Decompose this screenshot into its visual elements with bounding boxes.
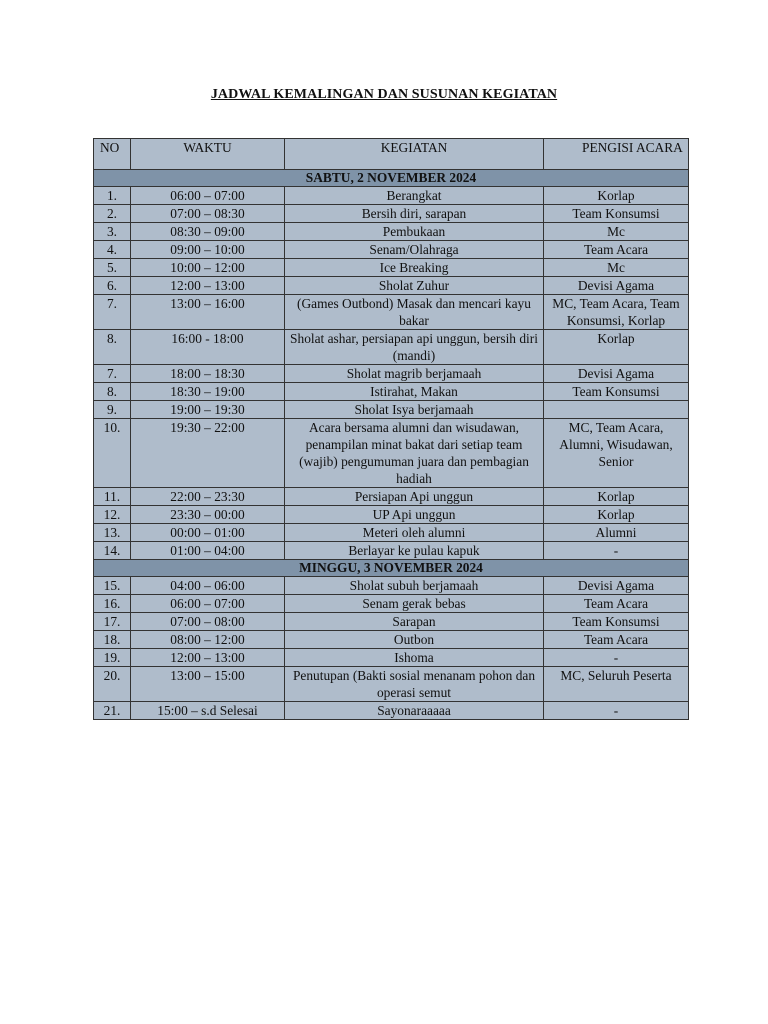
cell-pengisi-acara: Korlap — [544, 488, 689, 506]
table-row — [94, 330, 689, 365]
cell-kegiatan: Ice Breaking — [285, 259, 544, 277]
cell-kegiatan: Meteri oleh alumni — [285, 524, 544, 542]
header-no: NO — [94, 139, 131, 170]
cell-no: 3. — [94, 223, 131, 241]
cell-no: 13. — [94, 524, 131, 542]
cell-pengisi-acara: Korlap — [544, 330, 689, 365]
cell-no: 1. — [94, 187, 131, 205]
cell-waktu: 10:00 – 12:00 — [131, 259, 285, 277]
section-heading: SABTU, 2 NOVEMBER 2024 — [94, 170, 689, 187]
header-waktu: WAKTU — [131, 139, 285, 170]
cell-pengisi-acara: Team Acara — [544, 241, 689, 259]
cell-kegiatan: Sholat Zuhur — [285, 277, 544, 295]
cell-waktu: 16:00 - 18:00 — [131, 330, 285, 365]
table-row — [94, 613, 689, 631]
cell-no: 5. — [94, 259, 131, 277]
cell-pengisi-acara: Korlap — [544, 506, 689, 524]
cell-kegiatan: Senam gerak bebas — [285, 595, 544, 613]
cell-no: 2. — [94, 205, 131, 223]
cell-no: 7. — [94, 365, 131, 383]
cell-waktu: 06:00 – 07:00 — [131, 595, 285, 613]
cell-no: 10. — [94, 419, 131, 488]
cell-pengisi-acara: Devisi Agama — [544, 365, 689, 383]
cell-waktu: 12:00 – 13:00 — [131, 277, 285, 295]
cell-pengisi-acara: Devisi Agama — [544, 577, 689, 595]
section-heading: MINGGU, 3 NOVEMBER 2024 — [94, 560, 689, 577]
cell-pengisi-acara: Alumni — [544, 524, 689, 542]
cell-waktu: 12:00 – 13:00 — [131, 649, 285, 667]
cell-kegiatan: Berangkat — [285, 187, 544, 205]
schedule-body — [94, 170, 689, 720]
cell-pengisi-acara: Team Konsumsi — [544, 205, 689, 223]
cell-kegiatan: Persiapan Api unggun — [285, 488, 544, 506]
cell-pengisi-acara: Devisi Agama — [544, 277, 689, 295]
cell-kegiatan: Bersih diri, sarapan — [285, 205, 544, 223]
cell-kegiatan: Pembukaan — [285, 223, 544, 241]
cell-no: 14. — [94, 542, 131, 560]
cell-waktu: 15:00 – s.d Selesai — [131, 702, 285, 720]
cell-kegiatan: UP Api unggun — [285, 506, 544, 524]
table-row — [94, 631, 689, 649]
table-row — [94, 542, 689, 560]
header-pengisi-acara: PENGISI ACARA — [544, 139, 689, 170]
cell-waktu: 04:00 – 06:00 — [131, 577, 285, 595]
cell-kegiatan: Acara bersama alumni dan wisudawan, penampilan minat bakat dari setiap team (wajib) pengumuman juara dan pembagian hadiah — [285, 419, 544, 488]
cell-kegiatan: Istirahat, Makan — [285, 383, 544, 401]
cell-pengisi-acara — [544, 401, 689, 419]
cell-no: 9. — [94, 401, 131, 419]
cell-pengisi-acara: MC, Team Acara, Alumni, Wisudawan, Senior — [544, 419, 689, 488]
table-row — [94, 383, 689, 401]
table-row — [94, 365, 689, 383]
table-row — [94, 277, 689, 295]
cell-waktu: 19:00 – 19:30 — [131, 401, 285, 419]
cell-waktu: 06:00 – 07:00 — [131, 187, 285, 205]
cell-no: 20. — [94, 667, 131, 702]
cell-waktu: 23:30 – 00:00 — [131, 506, 285, 524]
section-row — [94, 170, 689, 187]
cell-waktu: 08:00 – 12:00 — [131, 631, 285, 649]
cell-kegiatan: Sholat Isya berjamaah — [285, 401, 544, 419]
cell-waktu: 13:00 – 15:00 — [131, 667, 285, 702]
cell-waktu: 18:00 – 18:30 — [131, 365, 285, 383]
table-row — [94, 241, 689, 259]
table-row — [94, 649, 689, 667]
cell-pengisi-acara: Team Konsumsi — [544, 383, 689, 401]
cell-kegiatan: Berlayar ke pulau kapuk — [285, 542, 544, 560]
cell-waktu: 18:30 – 19:00 — [131, 383, 285, 401]
schedule-table — [93, 138, 689, 720]
cell-kegiatan: Outbon — [285, 631, 544, 649]
cell-no: 6. — [94, 277, 131, 295]
table-row — [94, 295, 689, 330]
table-row — [94, 187, 689, 205]
cell-waktu: 08:30 – 09:00 — [131, 223, 285, 241]
document-title: JADWAL KEMALINGAN DAN SUSUNAN KEGIATAN — [210, 87, 558, 102]
table-row — [94, 259, 689, 277]
cell-kegiatan: Sholat magrib berjamaah — [285, 365, 544, 383]
header-row — [94, 139, 689, 170]
cell-kegiatan: (Games Outbond) Masak dan mencari kayu bakar — [285, 295, 544, 330]
cell-waktu: 01:00 – 04:00 — [131, 542, 285, 560]
cell-waktu: 22:00 – 23:30 — [131, 488, 285, 506]
cell-waktu: 13:00 – 16:00 — [131, 295, 285, 330]
cell-pengisi-acara: Korlap — [544, 187, 689, 205]
cell-kegiatan: Sholat subuh berjamaah — [285, 577, 544, 595]
cell-pengisi-acara: MC, Team Acara, Team Konsumsi, Korlap — [544, 295, 689, 330]
cell-no: 7. — [94, 295, 131, 330]
cell-pengisi-acara: Mc — [544, 259, 689, 277]
cell-waktu: 00:00 – 01:00 — [131, 524, 285, 542]
cell-no: 19. — [94, 649, 131, 667]
cell-pengisi-acara: - — [544, 542, 689, 560]
cell-no: 4. — [94, 241, 131, 259]
cell-kegiatan: Senam/Olahraga — [285, 241, 544, 259]
cell-no: 8. — [94, 330, 131, 365]
section-row — [94, 560, 689, 577]
table-row — [94, 401, 689, 419]
cell-kegiatan: Ishoma — [285, 649, 544, 667]
cell-waktu: 07:00 – 08:30 — [131, 205, 285, 223]
table-row — [94, 506, 689, 524]
cell-kegiatan: Sholat ashar, persiapan api unggun, bersih diri (mandi) — [285, 330, 544, 365]
table-row — [94, 524, 689, 542]
table-row — [94, 488, 689, 506]
table-row — [94, 419, 689, 488]
cell-no: 15. — [94, 577, 131, 595]
cell-pengisi-acara: Mc — [544, 223, 689, 241]
cell-pengisi-acara: Team Acara — [544, 631, 689, 649]
cell-kegiatan: Penutupan (Bakti sosial menanam pohon dan operasi semut — [285, 667, 544, 702]
cell-pengisi-acara: - — [544, 702, 689, 720]
table-row — [94, 667, 689, 702]
cell-no: 17. — [94, 613, 131, 631]
cell-pengisi-acara: MC, Seluruh Peserta — [544, 667, 689, 702]
table-row — [94, 205, 689, 223]
cell-kegiatan: Sayonaraaaaa — [285, 702, 544, 720]
cell-no: 11. — [94, 488, 131, 506]
header-kegiatan: KEGIATAN — [285, 139, 544, 170]
cell-no: 21. — [94, 702, 131, 720]
cell-waktu: 07:00 – 08:00 — [131, 613, 285, 631]
cell-no: 16. — [94, 595, 131, 613]
cell-pengisi-acara: - — [544, 649, 689, 667]
cell-no: 8. — [94, 383, 131, 401]
cell-pengisi-acara: Team Konsumsi — [544, 613, 689, 631]
cell-no: 12. — [94, 506, 131, 524]
cell-waktu: 19:30 – 22:00 — [131, 419, 285, 488]
table-row — [94, 595, 689, 613]
table-row — [94, 702, 689, 720]
cell-no: 18. — [94, 631, 131, 649]
cell-kegiatan: Sarapan — [285, 613, 544, 631]
table-row — [94, 577, 689, 595]
cell-pengisi-acara: Team Acara — [544, 595, 689, 613]
table-row — [94, 223, 689, 241]
cell-waktu: 09:00 – 10:00 — [131, 241, 285, 259]
